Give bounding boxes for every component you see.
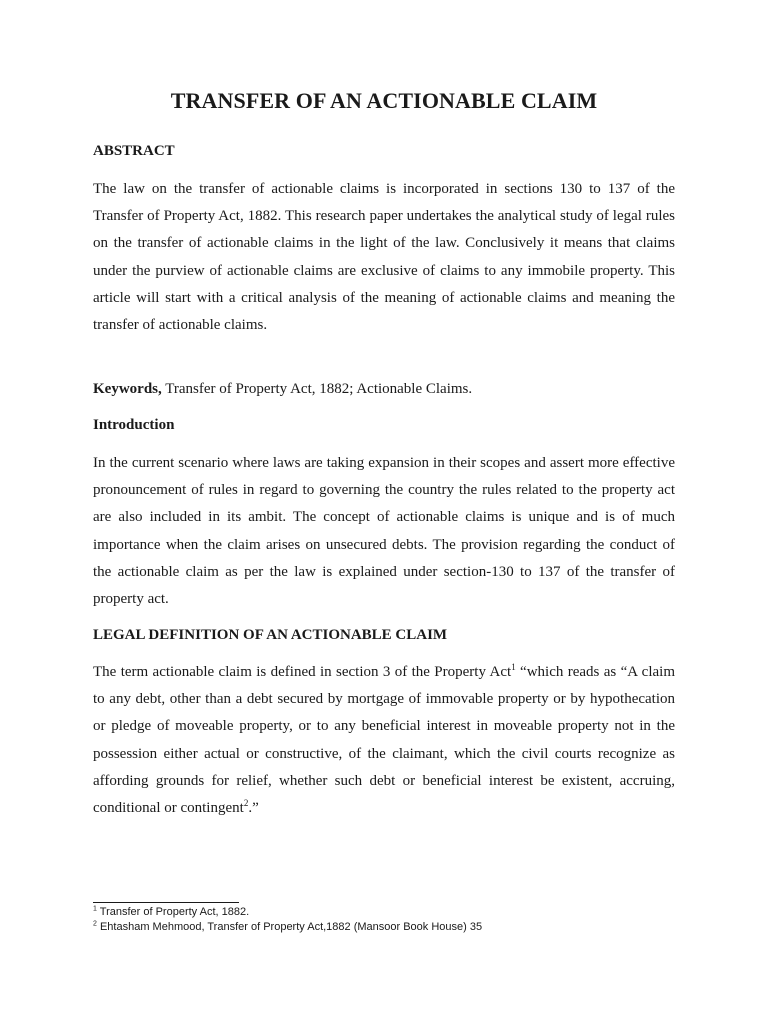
keywords-label: Keywords, [93,381,162,397]
abstract-paragraph: The law on the transfer of actionable claims is incorporated in sections 130 to 137 of the Transfer of Property Act, 1882. This research paper undertakes the analytical study of legal rules on the transfer of actionable claims in the light of the law. Conclusively it means that claims under the purview of actionable claims are exclusive of claims to any immobile property. This article will start with a critical analysis of the meaning of actionable claims and meaning the transfer of actionable claims. [93,181,675,334]
definition-text-part2: “which reads as “A claim to any debt, other than a debt secured by mortgage of immovable property or by hypothecation or pledge of moveable property, or to any beneficial interest in moveable property not in the possession either actual or constructive, of the claimant, which the civil courts recognize as affording grounds for relief, whether such debt or beneficial interest be existent, accruing, conditional or contingent [93,664,675,817]
definition-text-part3: .” [248,800,259,817]
footnote-text: Ehtasham Mehmood, Transfer of Property Act,1882 (Mansoor Book House) 35 [96,921,483,933]
footnote-ref-2[interactable]: 2 [243,798,249,809]
legal-definition-paragraph [93,659,675,822]
introduction-heading: Introduction [93,417,175,433]
keywords-text: Transfer of Property Act, 1882; Actionable Claims. [161,381,473,397]
footnote-text: Transfer of Property Act, 1882. [96,906,250,918]
footnote-ref-1[interactable]: 1 [511,662,516,672]
footnote-2 [93,921,482,933]
footnote-1 [93,906,249,918]
footnote-separator [93,902,239,903]
abstract-heading: ABSTRACT [93,143,175,159]
introduction-paragraph: In the current scenario where laws are taking expansion in their scopes and assert more effective pronouncement of rules in regard to governing the country the rules related to the property act are also included in its ambit. The concept of actionable claims is unique and is of much importance when the claim arises on unsecured debts. The provision regarding the conduct of the actionable claim as per the law is explained under section-130 to 137 of the transfer of property act. [93,455,675,608]
document-title: TRANSFER OF AN ACTIONABLE CLAIM [170,88,598,113]
footnote-number: 2 [93,920,97,928]
legal-definition-heading: LEGAL DEFINITION OF AN ACTIONABLE CLAIM [93,627,448,643]
definition-text-part1: The term actionable claim is defined in section 3 of the Property Act [93,664,512,680]
keywords-line [93,381,675,398]
footnote-number: 1 [93,905,97,913]
